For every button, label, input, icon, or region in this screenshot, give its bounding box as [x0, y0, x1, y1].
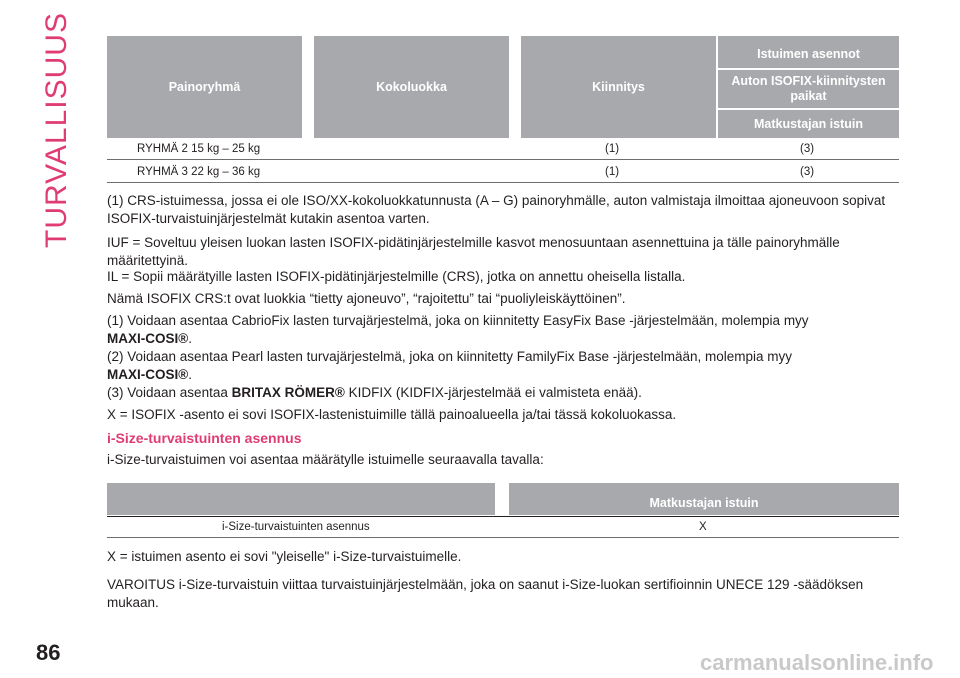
row-group: RYHMÄ 3 22 kg – 36 kg	[137, 166, 261, 178]
isofix-table-header	[107, 36, 899, 138]
header-istuimen-asennot: Istuimen asennot	[718, 36, 899, 68]
table-row	[107, 138, 899, 160]
isize-row-label: i-Size-turvaistuinten asennus	[222, 521, 370, 533]
header-kiinnitys: Kiinnitys	[521, 36, 716, 138]
row-istuin: (3)	[800, 143, 815, 155]
header-painoryhma: Painoryhmä	[107, 36, 302, 138]
kidfix-pre: (3) Voidaan asentaa	[107, 385, 228, 400]
kidfix-post: KIDFIX (KIDFIX-järjestelmää ei valmisteta enää).	[348, 385, 642, 400]
section-intro: i-Size-turvaistuimen voi asentaa määrätylle istuimelle seuraavalla tavalla:	[107, 452, 544, 467]
note-paragraph-iuf: IUF = Soveltuu yleisen luokan lasten ISOFIX-pidätinjärjestelmille kasvot menosuuntaan asennettuina ja tälle painoryhmälle määritettyinä.	[107, 235, 840, 268]
footer-paragraph-warning: VAROITUS i-Size-turvaistuin viittaa turvaistuinjärjestelmään, joka on saanut i-Size-luokan sertifioinnin UNECE 129 -säädöksen mukaan.	[107, 577, 864, 610]
header-matkustajan-istuin: Matkustajan istuin	[718, 110, 899, 138]
note-paragraph-x: X = ISOFIX -asento ei sovi ISOFIX-lastenistuimille tällä painoalueella ja/tai tässä kokoluokassa.	[107, 407, 677, 422]
note-paragraph-kidfix	[107, 384, 897, 402]
header-auton-isofix: Auton ISOFIX-kiinnitysten paikat	[718, 70, 899, 108]
watermark: carmanualsonline.info	[700, 650, 934, 675]
period: .	[188, 331, 192, 346]
section-side-title	[34, 12, 80, 248]
row-group: RYHMÄ 2 15 kg – 25 kg	[137, 143, 261, 155]
brand-maxicosi: MAXI-COSI®	[107, 367, 189, 382]
note-paragraph-categories: Nämä ISOFIX CRS:t ovat luokkia “tietty ajoneuvo”, “rajoitettu” tai “puoliyleiskäyttöinen”.	[107, 291, 626, 306]
header-kokoluokka: Kokoluokka	[314, 36, 509, 138]
row-istuin: (3)	[800, 166, 815, 178]
cabriofix-text: (1) Voidaan asentaa CabrioFix lasten turvajärjestelmä, joka on kiinnitetty EasyFix Base -järjestelmään, molempia myy	[107, 313, 809, 328]
isize-table-header-left	[107, 483, 495, 515]
section-heading: i-Size-turvaistuinten asennus	[107, 430, 302, 446]
brand-maxicosi: MAXI-COSI®	[107, 331, 189, 346]
note-paragraph-1: (1) CRS-istuimessa, jossa ei ole ISO/XX-kokoluokkatunnusta (A – G) painoryhmälle, auton valmistaja ilmoittaa ajoneuvoon sopivat ISOFIX-turvaistuinjärjestelmät kutakin asentoa varten.	[107, 193, 886, 226]
row-kiinnitys: (1)	[605, 143, 620, 155]
note-paragraph-pearl	[107, 348, 897, 384]
row-kiinnitys: (1)	[605, 166, 620, 178]
brand-britax: BRITAX RÖMER®	[231, 385, 345, 400]
note-paragraph-il: IL = Sopii määrätyille lasten ISOFIX-pidätinjärjestelmille (CRS), jotka on annettu oheisella listalla.	[107, 269, 686, 284]
side-title-text: TURVALLISUUS	[40, 12, 73, 248]
footer-paragraph-x: X = istuimen asento ei sovi "yleiselle" i-Size-turvaistuimelle.	[107, 549, 462, 564]
table-row	[107, 516, 899, 538]
table-row	[107, 161, 899, 183]
page-number: 86	[36, 640, 61, 665]
note-paragraph-cabriofix	[107, 312, 897, 348]
period: .	[188, 367, 192, 382]
pearl-text: (2) Voidaan asentaa Pearl lasten turvajärjestelmä, joka on kiinnitetty FamilyFix Base -järjestelmään, molempia myy	[107, 349, 793, 364]
isize-table-header-right: Matkustajan istuin	[509, 483, 899, 515]
isize-row-value: X	[699, 521, 707, 533]
